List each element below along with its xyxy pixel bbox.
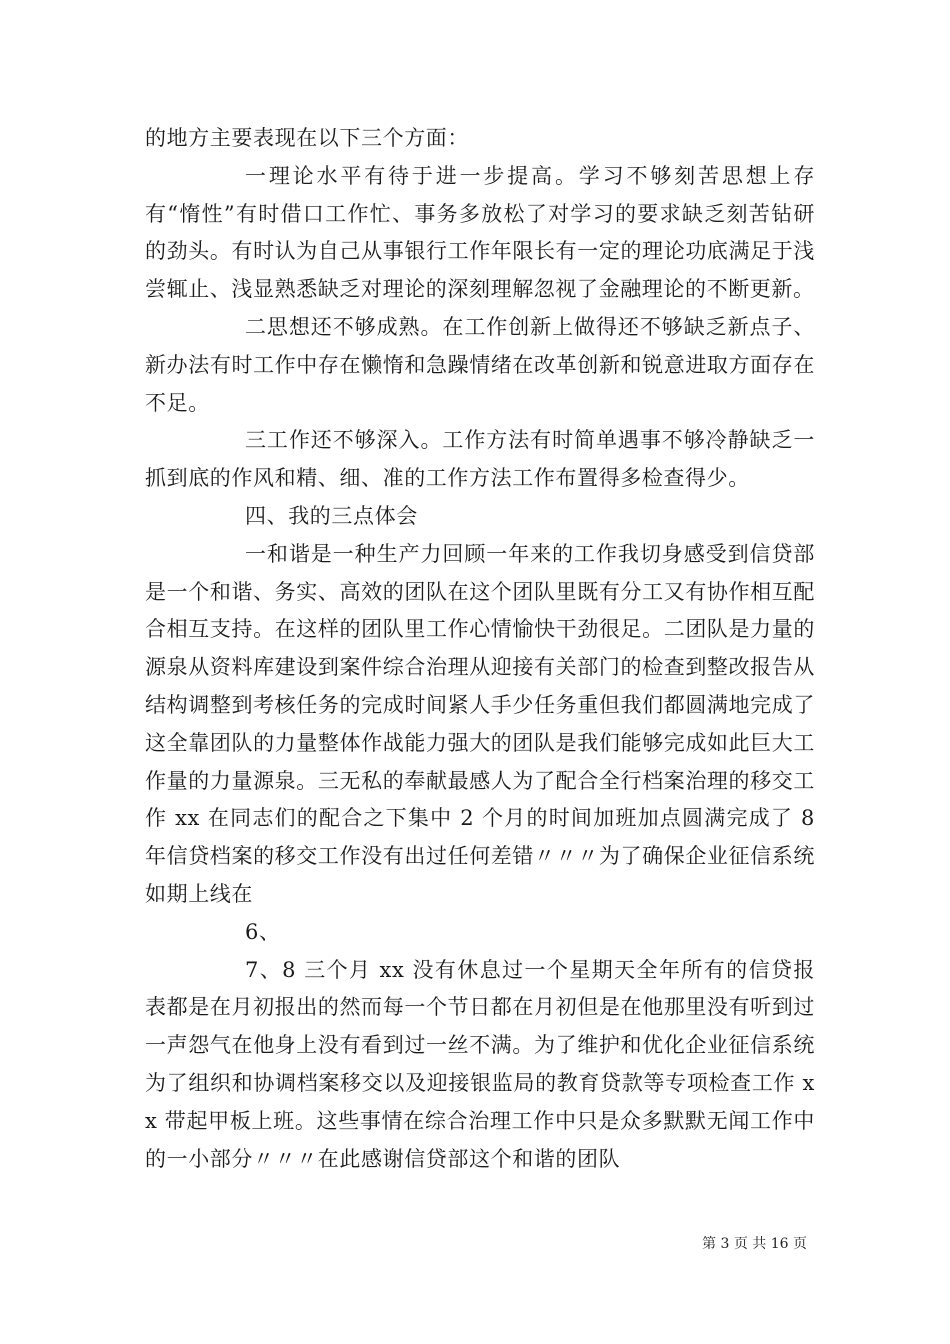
paragraph-thinking: 二思想还不够成熟。在工作创新上做得还不够缺乏新点子、新办法有时工作中存在懒惰和急躁情绪在改革创新和锐意进取方面存在不足。 xyxy=(145,314,815,415)
document-body xyxy=(145,120,815,1178)
page-number: 第 3 页 共 16 页 xyxy=(702,1236,807,1252)
paragraph-theory: 一理论水平有待于进一步提高。学习不够刻苦思想上存有“惰性”有时借口工作忙、事务多放松了对学习的要求缺乏刻苦钻研的劲头。有时认为自己从事银行工作年限长有一定的理论功底满足于浅尝辄止、浅显熟悉缺乏对理论的深刻理解忽视了金融理论的不断更新。 xyxy=(145,163,815,302)
paragraph-work: 三工作还不够深入。工作方法有时简单遇事不够冷静缺乏一抓到底的作风和精、细、准的工作方法工作布置得多检查得少。 xyxy=(145,428,815,491)
paragraph-intro: 的地方主要表现在以下三个方面： xyxy=(145,126,469,150)
section-heading: 四、我的三点体会 xyxy=(245,503,418,528)
paragraph-dedication: 7、8 三个月 xx 没有休息过一个星期天全年所有的信贷报表都是在月初报出的然而每一个节日都在月初但是在他那里没有听到过一声怨气在他身上没有看到过一丝不满。为了维护和优化企业征信系统为了组织和协调档案移交以及迎接银监局的教育贷款等专项检查工作 xx 带起甲板上班。这些事情在综合治理工作中只是众多默默无闻工作中的一小部分〃〃〃在此感谢信贷部这个和谐的团队 xyxy=(145,957,815,1171)
paragraph-number-six: 6、 xyxy=(245,919,281,944)
paragraph-harmony: 一和谐是一种生产力回顾一年来的工作我切身感受到信贷部是一个和谐、务实、高效的团队在这个团队里既有分工又有协作相互配合相互支持。在这样的团队里工作心情愉快干劲很足。二团队是力量的源泉从资料库建设到案件综合治理从迎接有关部门的检查到整改报告从结构调整到考核任务的完成时间紧人手少任务重但我们都圆满地完成了这全靠团队的力量整体作战能力强大的团队是我们能够完成如此巨大工作量的力量源泉。三无私的奉献最感人为了配合全行档案治理的移交工作 xx 在同志们的配合之下集中 2 个月的时间加班加点圆满完成了 8 年信贷档案的移交工作没有出过任何差错〃〃〃为了确保企业征信系统如期上线在 xyxy=(145,541,815,906)
